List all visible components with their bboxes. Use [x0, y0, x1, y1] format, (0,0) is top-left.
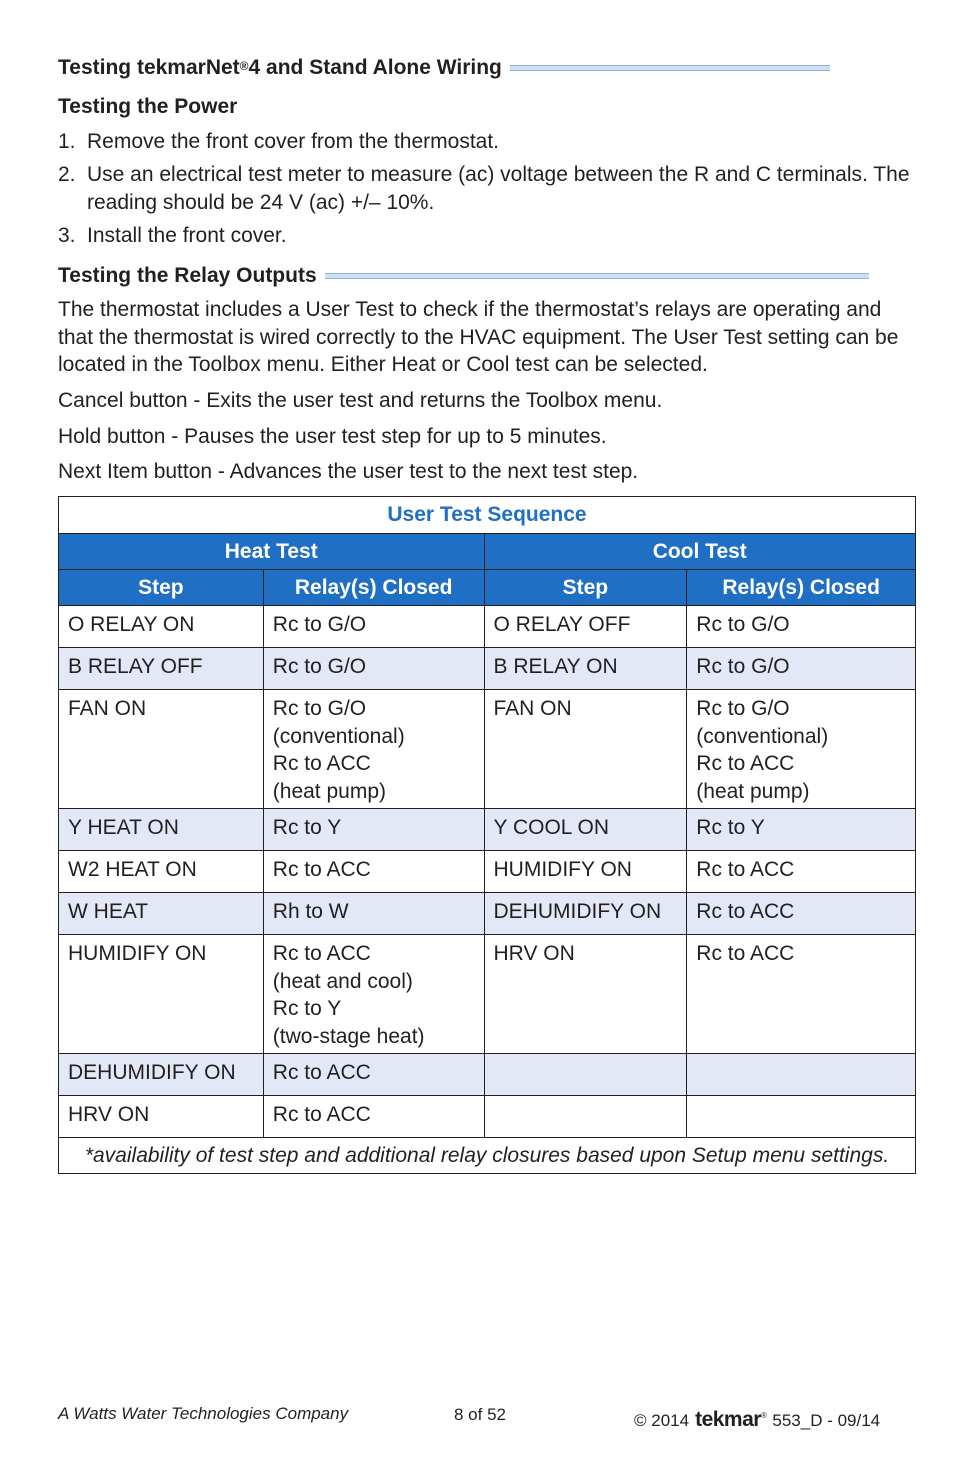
heading-rule	[510, 65, 830, 71]
heat-step-cell: W2 HEAT ON	[59, 851, 264, 893]
cool-relay-cell: Rc to ACC	[687, 851, 916, 893]
table-row	[59, 809, 916, 851]
heat-step-cell: O RELAY ON	[59, 606, 264, 648]
heat-step-cell: HUMIDIFY ON	[59, 935, 264, 1054]
cool-relay-cell: Rc to Y	[687, 809, 916, 851]
heat-relay-cell: Rc to G/O (conventional) Rc to ACC (heat pump)	[263, 690, 484, 809]
cool-step-cell: FAN ON	[484, 690, 687, 809]
step-number: 1.	[58, 130, 76, 153]
next-description: Next Item button - Advances the user test to the next test step.	[58, 460, 639, 483]
cool-relay-cell	[687, 1096, 916, 1138]
cancel-description: Cancel button - Exits the user test and returns the Toolbox menu.	[58, 389, 663, 412]
table-row	[59, 851, 916, 893]
power-step	[58, 222, 916, 250]
heat-relay-cell: Rc to Y	[263, 809, 484, 851]
table-row	[59, 935, 916, 1054]
heading-text: Testing tekmarNet	[58, 56, 240, 79]
cool-step-cell: B RELAY ON	[484, 648, 687, 690]
table-row	[59, 606, 916, 648]
table-row	[59, 648, 916, 690]
registered-mark: ®	[239, 59, 249, 73]
cool-step-cell	[484, 1096, 687, 1138]
cool-relay-cell: Rc to G/O (conventional) Rc to ACC (heat pump)	[687, 690, 916, 809]
heat-relay-cell: Rc to ACC (heat and cool) Rc to Y (two-stage heat)	[263, 935, 484, 1054]
cool-step-cell: O RELAY OFF	[484, 606, 687, 648]
heat-step-cell: Y HEAT ON	[59, 809, 264, 851]
hold-description: Hold button - Pauses the user test step for up to 5 minutes.	[58, 425, 607, 448]
cool-step-cell: HRV ON	[484, 935, 687, 1054]
cool-relay-cell: Rc to ACC	[687, 893, 916, 935]
column-header-step: Step	[484, 570, 687, 606]
copyright: © 2014	[634, 1411, 690, 1430]
heading-text-cont: 4 and Stand Alone Wiring	[248, 56, 502, 79]
step-text: Install the front cover.	[87, 224, 287, 247]
heat-step-cell: DEHUMIDIFY ON	[59, 1054, 264, 1096]
heat-relay-cell: Rc to ACC	[263, 851, 484, 893]
cool-test-header: Cool Test	[484, 534, 916, 570]
heat-relay-cell: Rc to ACC	[263, 1054, 484, 1096]
heat-test-header: Heat Test	[59, 534, 485, 570]
relay-intro: The thermostat includes a User Test to check if the thermostat’s relays are operating and that the thermostat is wired correctly to the HVAC equipment. The User Test setting can be located in the Toolbox menu. Either Heat or Cool test can be selected.	[58, 298, 899, 376]
cool-relay-cell: Rc to G/O	[687, 648, 916, 690]
cool-relay-cell: Rc to ACC	[687, 935, 916, 1054]
heat-step-cell: FAN ON	[59, 690, 264, 809]
power-step	[58, 161, 916, 217]
heat-step-cell: B RELAY OFF	[59, 648, 264, 690]
heat-step-cell: W HEAT	[59, 893, 264, 935]
step-text: Remove the front cover from the thermostat.	[87, 130, 500, 153]
tekmar-logo	[695, 1408, 766, 1432]
table-row	[59, 690, 916, 809]
heading-rule	[325, 273, 869, 279]
cool-step-cell: Y COOL ON	[484, 809, 687, 851]
relay-heading	[58, 264, 869, 288]
cool-relay-cell	[687, 1054, 916, 1096]
cool-relay-cell: Rc to G/O	[687, 606, 916, 648]
cool-step-cell: HUMIDIFY ON	[484, 851, 687, 893]
section-heading	[58, 56, 830, 80]
heat-relay-cell: Rh to W	[263, 893, 484, 935]
heat-relay-cell: Rc to G/O	[263, 606, 484, 648]
heat-relay-cell: Rc to ACC	[263, 1096, 484, 1138]
heat-relay-cell: Rc to G/O	[263, 648, 484, 690]
brand-mark: ®	[760, 1411, 767, 1420]
table-row	[59, 1054, 916, 1096]
column-header-step: Step	[59, 570, 264, 606]
step-number: 2.	[58, 163, 76, 186]
step-text: Use an electrical test meter to measure (ac) voltage between the R and C terminals. The reading should be 24 V (ac) +/– 10%.	[87, 163, 910, 214]
brand-name: tekmar	[695, 1408, 761, 1431]
cool-step-cell	[484, 1054, 687, 1096]
table-footnote: *availability of test step and additional relay closures based upon Setup menu settings.	[59, 1138, 916, 1174]
table-row	[59, 893, 916, 935]
page-number: 8 of 52	[454, 1405, 506, 1424]
column-header-relay: Relay(s) Closed	[263, 570, 484, 606]
column-header-relay: Relay(s) Closed	[687, 570, 916, 606]
heading-text: Testing the Relay Outputs	[58, 264, 317, 287]
company-name: A Watts Water Technologies Company	[58, 1404, 349, 1423]
user-test-table	[58, 496, 916, 1174]
step-number: 3.	[58, 224, 76, 247]
cool-step-cell: DEHUMIDIFY ON	[484, 893, 687, 935]
table-caption: User Test Sequence	[59, 497, 916, 534]
footer-right	[634, 1408, 880, 1432]
document-code: 553_D - 09/14	[772, 1411, 881, 1430]
heat-step-cell: HRV ON	[59, 1096, 264, 1138]
table-row	[59, 1096, 916, 1138]
power-step	[58, 128, 916, 156]
power-heading: Testing the Power	[58, 95, 238, 118]
